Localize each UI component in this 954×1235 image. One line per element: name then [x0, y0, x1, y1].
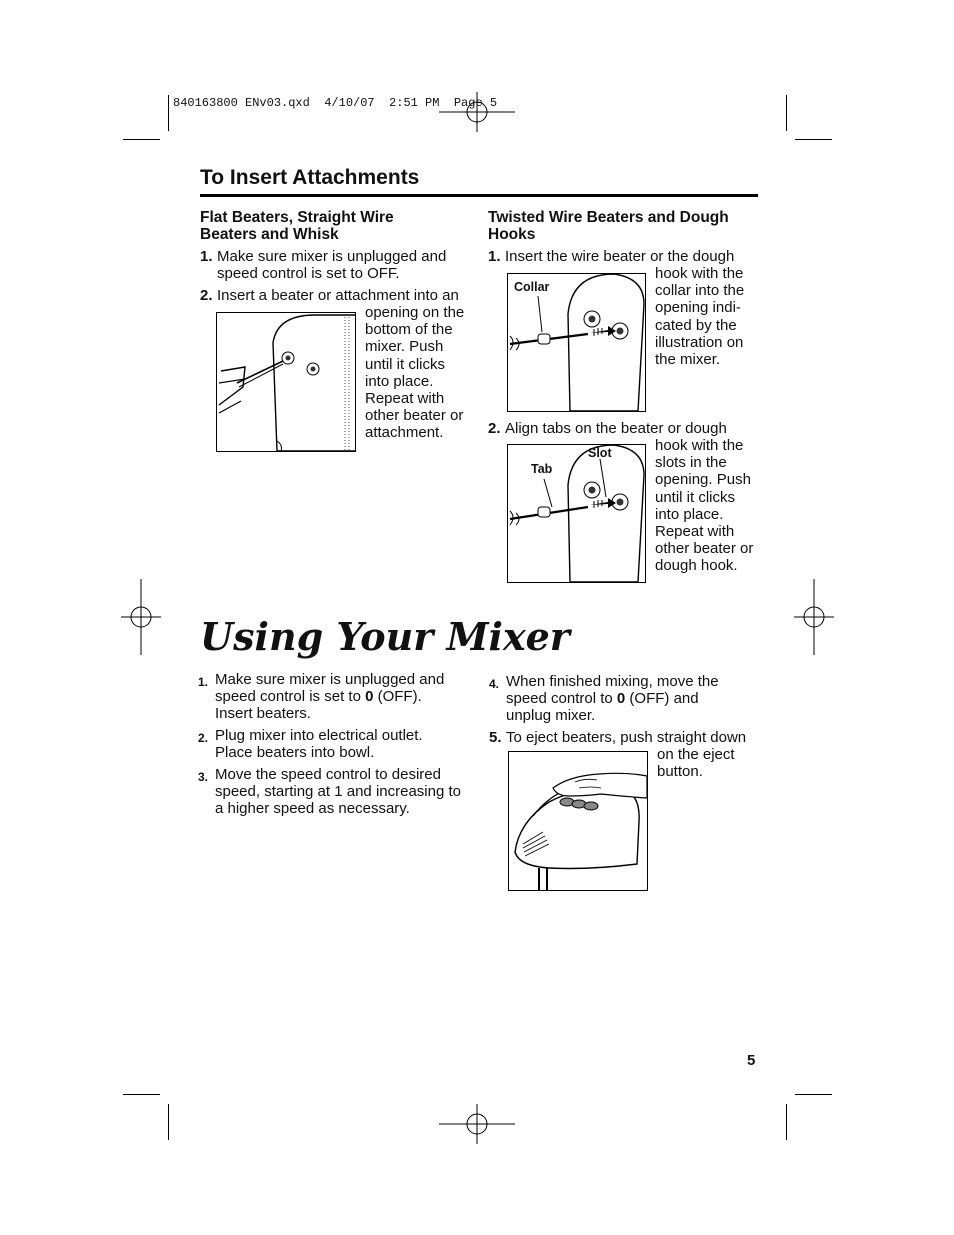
using-step-5: 5. To eject beaters, push straight down — [489, 729, 747, 746]
heading-rule — [200, 194, 758, 197]
tab-label: Tab — [531, 462, 553, 476]
crop-mark — [795, 1094, 832, 1095]
using-step-2: 2. Plug mixer into electrical outlet. Place beaters into bowl. — [198, 727, 423, 762]
mixer-bottom-drawing — [217, 313, 355, 451]
crop-mark — [123, 1094, 160, 1095]
crop-mark — [786, 1104, 787, 1140]
flat-step-2-wrap: opening on the bottom of the mixer. Push until it clicks into place. Repeat with other beater or attachment. — [365, 304, 465, 442]
registration-mark-left — [120, 578, 162, 656]
registration-mark-right — [793, 578, 835, 656]
eject-illustration — [508, 751, 648, 891]
using-step-1: 1. Make sure mixer is unplugged and speed control is set to 0 (OFF). Insert beaters. — [198, 671, 445, 723]
using-step-5-wrap: on the eject button. — [657, 746, 735, 781]
print-slug: 840163800 ENv03.qxd 4/10/07 2:51 PM Page 5 — [173, 96, 498, 110]
crop-mark — [168, 95, 169, 131]
twisted-step-2: 2. Align tabs on the beater or dough — [488, 420, 727, 437]
using-title: Using Your Mixer — [200, 614, 570, 659]
crop-mark — [795, 139, 832, 140]
crop-mark — [168, 1104, 169, 1140]
twisted-step-1-wrap: hook with the collar into the opening indi- cated by the illustration on the mixer. — [655, 265, 745, 369]
twisted-step-2-wrap: hook with the slots in the opening. Push until it clicks into place. Repeat with other beater or dough hook. — [655, 437, 754, 575]
flat-beaters-subheading: Flat Beaters, Straight Wire Beaters and Whisk — [200, 209, 394, 243]
collar-label: Collar — [514, 280, 550, 294]
flat-beater-illustration — [216, 312, 356, 452]
collar-illustration — [507, 273, 646, 412]
flat-step-1: 1. Make sure mixer is unplugged and speed control is set to OFF. — [200, 248, 447, 283]
tab-slot-illustration — [507, 444, 646, 583]
flat-step-2: 2. Insert a beater or attachment into an — [200, 287, 459, 304]
registration-mark-bottom — [438, 1102, 516, 1146]
collar-drawing — [508, 274, 645, 411]
eject-drawing — [509, 752, 647, 890]
crop-mark — [123, 139, 160, 140]
tab-slot-drawing — [508, 445, 645, 582]
page-number: 5 — [747, 1052, 756, 1069]
twisted-step-1: 1. Insert the wire beater or the dough — [488, 248, 735, 265]
section-heading: To Insert Attachments — [200, 166, 420, 189]
twisted-wire-subheading: Twisted Wire Beaters and Dough Hooks — [488, 209, 729, 243]
using-step-3: 3. Move the speed control to desired speed, starting at 1 and increasing to a higher speed as necessary. — [198, 766, 461, 818]
crop-mark — [786, 95, 787, 131]
slot-label: Slot — [588, 446, 612, 460]
using-step-4: 4. When finished mixing, move the speed control to 0 (OFF) and unplug mixer. — [489, 673, 719, 725]
